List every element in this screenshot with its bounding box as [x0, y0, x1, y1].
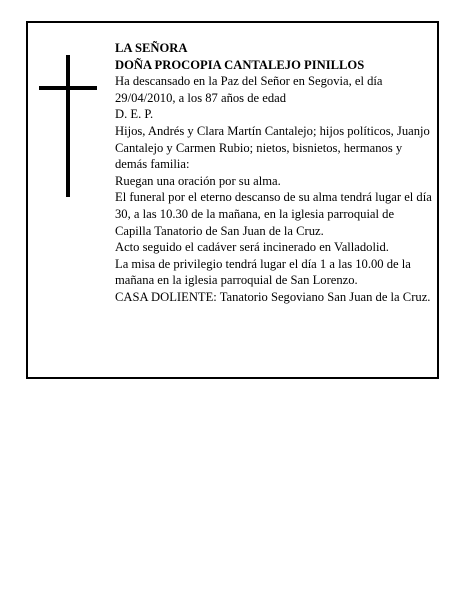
- rest-in-peace: D. E. P.: [115, 107, 154, 122]
- notice-title-line-1: LA SEÑORA: [115, 41, 188, 55]
- mourning-house: CASA DOLIENTE: Tanatorio Segoviano San Juan de la Cruz.: [115, 289, 431, 304]
- notice-title-line-2: DOÑA PROCOPIA CANTALEJO PINILLOS: [115, 57, 365, 72]
- family-list: Hijos, Andrés y Clara Martín Cantalejo; hijos políticos, Juanjo Cantalejo y Carmen Rubio; nietos, bisnietos, hermanos y demás familia:: [115, 123, 430, 172]
- cross-vertical-bar: [66, 55, 70, 197]
- cremation-details: Acto seguido el cadáver será incinerado en Valladolid.: [115, 240, 389, 255]
- death-announcement: Ha descansado en la Paz del Señor en Segovia, el día 29/04/2010, a los 87 años de edad: [115, 74, 383, 105]
- obituary-notice: [26, 21, 439, 379]
- prayer-request: Ruegan una oración por su alma.: [115, 173, 281, 188]
- cross-icon: [39, 55, 97, 197]
- funeral-details: El funeral por el eterno descanso de su alma tendrá lugar el día 30, a las 10.30 de la mañana, en la iglesia parroquial de Capilla Tanatorio de San Juan de la Cruz.: [115, 190, 432, 238]
- mass-details: La misa de privilegio tendrá lugar el día 1 a las 10.00 de la mañana en la iglesia parroquial de San Lorenzo.: [115, 256, 411, 288]
- notice-text: [115, 40, 433, 306]
- cross-horizontal-bar: [39, 86, 97, 90]
